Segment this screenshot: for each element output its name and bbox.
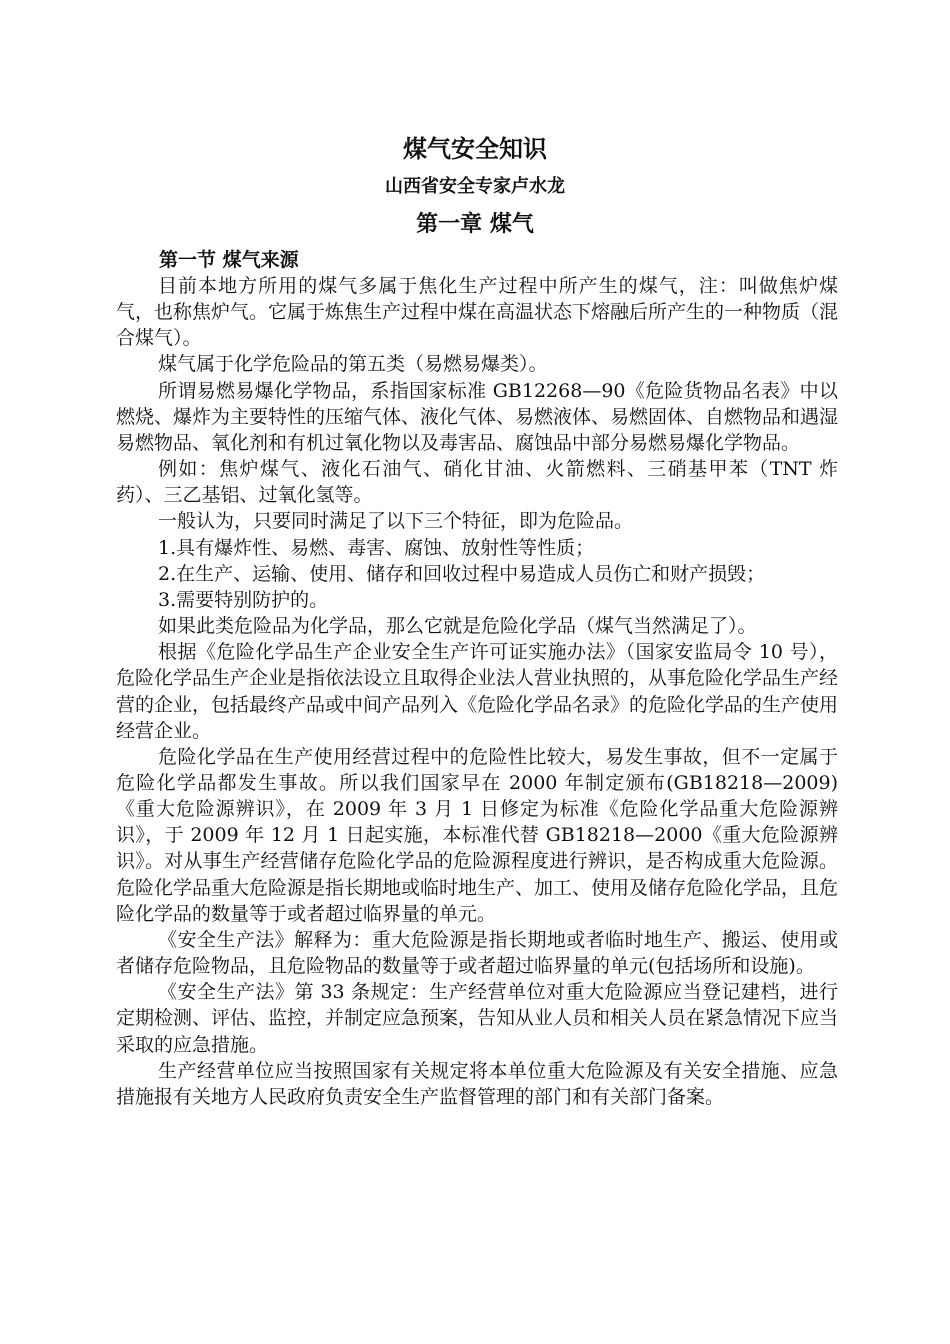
document-author: 山西省安全专家卢水龙	[385, 176, 565, 197]
paragraph: 《安全生产法》第 33 条规定：生产经营单位对重大危险源应当登记建档，进行定期检测、评估、监控，并制定应急预案，告知从业人员和相关人员在紧急情况下应当采取的应急措施。	[116, 981, 839, 1056]
paragraph: 例如：焦炉煤气、液化石油气、硝化甘油、火箭燃料、三硝基甲苯（TNT 炸药）、三乙基铝、过氧化氢等。	[116, 458, 838, 507]
paragraph: 所谓易燃易爆化学物品，系指国家标准 GB12268—90《危险货物品名表》中以燃烧、爆炸为主要特性的压缩气体、液化气体、易燃液体、易燃固体、自燃物品和遇湿易燃物品、氧化剂和有机过氧化物以及毒害品、腐蚀品中部分易燃易爆化学物品。	[116, 379, 839, 454]
document-body	[116, 273, 838, 1110]
paragraph: 根据《危险化学品生产企业安全生产许可证实施办法》（国家安监局令 10 号），危险化学品生产企业是指依法设立且取得企业法人营业执照的，从事危险化学品生产经营的企业，包括最终产品或中间产品列入《危险化学品名录》的危险化学品的生产使用经营企业。	[116, 641, 839, 742]
list-item: 1.具有爆炸性、易燃、毒害、腐蚀、放射性等性质；	[158, 536, 595, 559]
paragraph: 《安全生产法》解释为：重大危险源是指长期地或者临时地生产、搬运、使用或者储存危险物品，且危险物品的数量等于或者超过临界量的单元(包括场所和设施)。	[116, 928, 838, 978]
list-item: 3.需要特别防护的。	[158, 588, 329, 611]
paragraph: 一般认为，只要同时满足了以下三个特征，即为危险品。	[158, 510, 634, 533]
paragraph: 如果此类危险品为化学品，那么它就是危险化学品（煤气当然满足了）。	[158, 615, 757, 638]
paragraph: 煤气属于化学危险品的第五类（易燃易爆类）。	[158, 353, 548, 376]
paragraph: 危险化学品在生产使用经营过程中的危险性比较大，易发生事故，但不一定属于危险化学品都发生事故。所以我们国家早在 2000 年制定颁布(GB18218—2009) 《重大危险源辨识》，在 2009 年 3 月 1 日修定为标准《危险化学品重大危险源辨识》，于 2009 年 12 月 1 日起实施，本标准代替 GB18218—2000《重大危险源辨识》。对从事生产经营储存危险化学品的危险源程度进行辨识，是否构成重大危险源。危险化学品重大危险源是指长期地或临时地生产、加工、使用及储存危险化学品，且危险化学品的数量等于或者超过临界量的单元。	[116, 745, 839, 925]
paragraph: 生产经营单位应当按照国家有关规定将本单位重大危险源及有关安全措施、应急措施报有关地方人民政府负责安全生产监督管理的部门和有关部门备案。	[116, 1059, 838, 1108]
paragraph: 目前本地方所用的煤气多属于焦化生产过程中所产生的煤气，注：叫做焦炉煤气，也称焦炉气。它属于炼焦生产过程中煤在高温状态下熔融后所产生的一种物质（混合煤气）。	[116, 275, 839, 350]
document-title: 煤气安全知识	[403, 135, 547, 163]
list-item: 2.在生产、运输、使用、储存和回收过程中易造成人员伤亡和财产损毁；	[158, 562, 766, 585]
chapter-heading: 第一章 煤气	[416, 212, 534, 237]
section-heading: 第一节 煤气来源	[159, 249, 299, 271]
